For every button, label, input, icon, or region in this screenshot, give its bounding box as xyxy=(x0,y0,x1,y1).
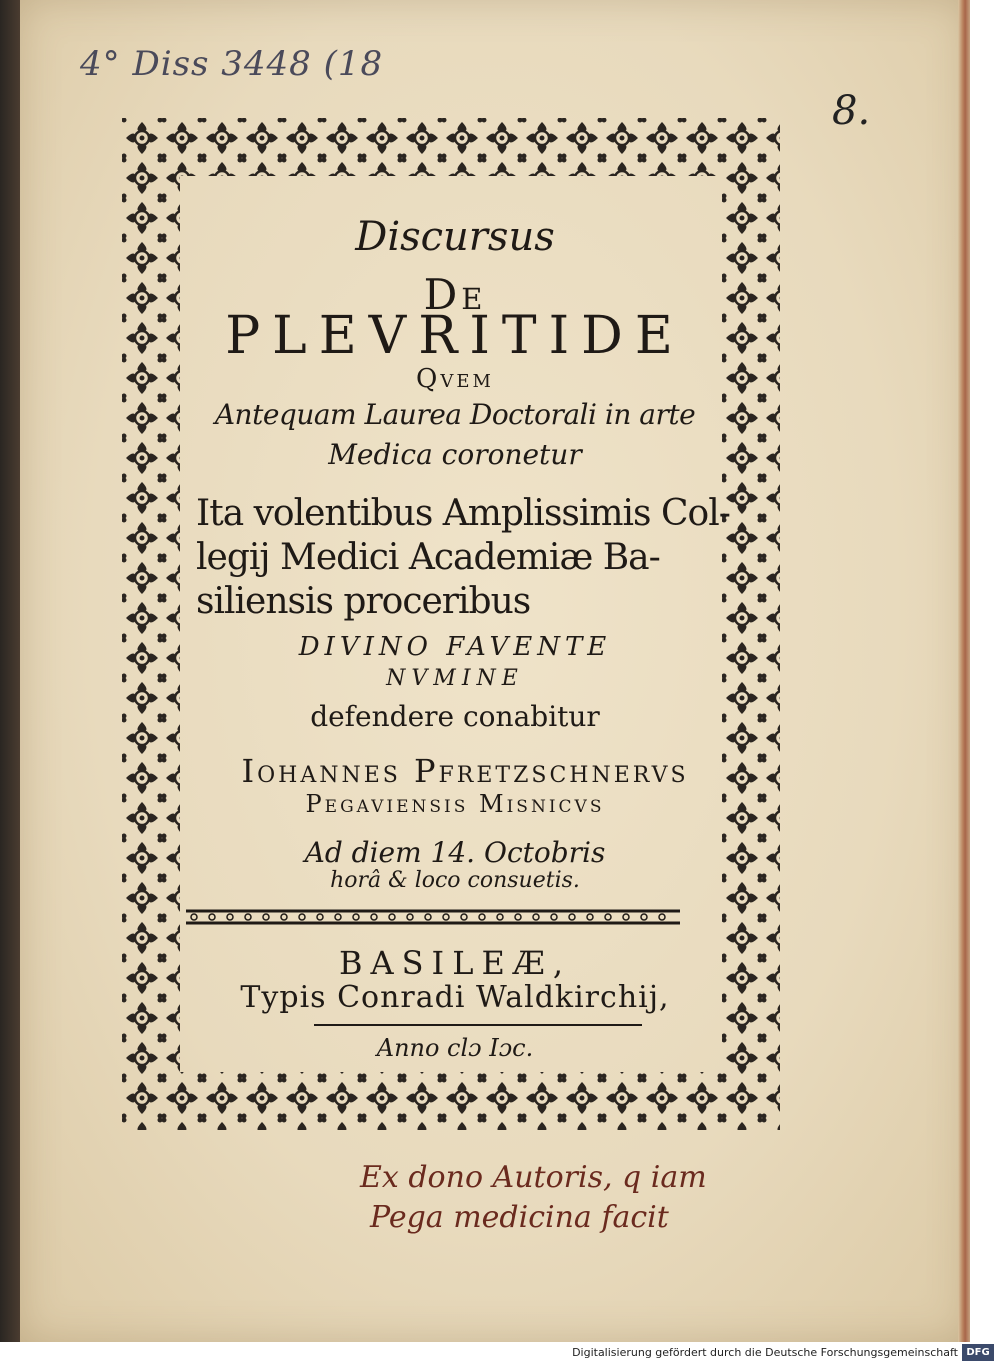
rule-dot xyxy=(533,914,539,920)
page-edge xyxy=(958,0,970,1342)
ita-line-2: legij Medici Academiæ Ba- xyxy=(196,537,660,578)
rule-dot xyxy=(353,914,359,920)
text-antequam: Antequam Laurea Doctorali in arte xyxy=(214,398,696,431)
handwritten-shelfmark: 4° Diss 3448 (18 xyxy=(80,44,384,84)
imprint-rule xyxy=(314,1024,642,1026)
dfg-logo: DFG xyxy=(962,1344,994,1361)
text-ad-diem: Ad diem 14. Octobris xyxy=(304,836,606,869)
author-name: Iohannes Pfretzschnervs xyxy=(241,752,689,790)
rule-dot xyxy=(479,914,485,920)
title-de: De xyxy=(423,270,487,319)
ita-line-1: Ita volentibus Amplissimis Col- xyxy=(196,493,730,534)
rule-dot xyxy=(443,914,449,920)
footer-credit: Digitalisierung gefördert durch die Deutsche Forschungsgemeinschaft xyxy=(572,1346,958,1359)
rule-dot xyxy=(569,914,575,920)
ornamental-rule xyxy=(186,908,680,926)
rule-dot xyxy=(209,914,215,920)
scan-left-edge xyxy=(0,0,20,1342)
title-discursus: Discursus xyxy=(355,214,555,260)
rule-dot xyxy=(191,914,197,920)
rule-dot xyxy=(335,914,341,920)
title-quem: Qvem xyxy=(416,364,494,394)
rule-dot xyxy=(659,914,665,920)
handwritten-note-line-1: Ex dono Autoris, q iam xyxy=(360,1160,707,1195)
handwritten-note-line-2: Pega medicina facit xyxy=(370,1200,669,1235)
ita-line-3: siliensis proceribus xyxy=(196,581,531,622)
rule-dot xyxy=(551,914,557,920)
imprint-printer: Typis Conradi Waldkirchij, xyxy=(240,980,670,1015)
rule-dot xyxy=(371,914,377,920)
text-medica: Medica coronetur xyxy=(328,438,582,471)
scan-right-margin xyxy=(970,0,1000,1342)
rule-dot xyxy=(245,914,251,920)
rule-dot xyxy=(623,914,629,920)
rule-dot xyxy=(263,914,269,920)
rule-dot xyxy=(641,914,647,920)
text-ita-volentibus xyxy=(196,492,736,624)
imprint-place: BASILEÆ, xyxy=(339,944,571,982)
rule-dot xyxy=(299,914,305,920)
imprint-year: Anno clɔ Iɔc. xyxy=(376,1034,534,1062)
text-divino-favente: DIVINO FAVENTE xyxy=(298,632,612,662)
rule-dot xyxy=(407,914,413,920)
text-hora: horâ & loco consuetis. xyxy=(330,868,580,893)
text-defendere: defendere conabitur xyxy=(310,700,600,733)
rule-dot xyxy=(497,914,503,920)
author-origin: Pegaviensis Misnicvs xyxy=(305,790,605,818)
rule-dot xyxy=(227,914,233,920)
title-pleuritide: PLEVRITIDE xyxy=(225,306,685,366)
handwritten-page-number: 8. xyxy=(832,88,871,134)
rule-dot xyxy=(605,914,611,920)
rule-dot xyxy=(389,914,395,920)
rule-dot xyxy=(515,914,521,920)
rule-dot xyxy=(587,914,593,920)
rule-dot xyxy=(425,914,431,920)
rule-dot xyxy=(317,914,323,920)
rule-dot xyxy=(281,914,287,920)
text-numine: NVMINE xyxy=(386,666,524,691)
rule-dot xyxy=(461,914,467,920)
